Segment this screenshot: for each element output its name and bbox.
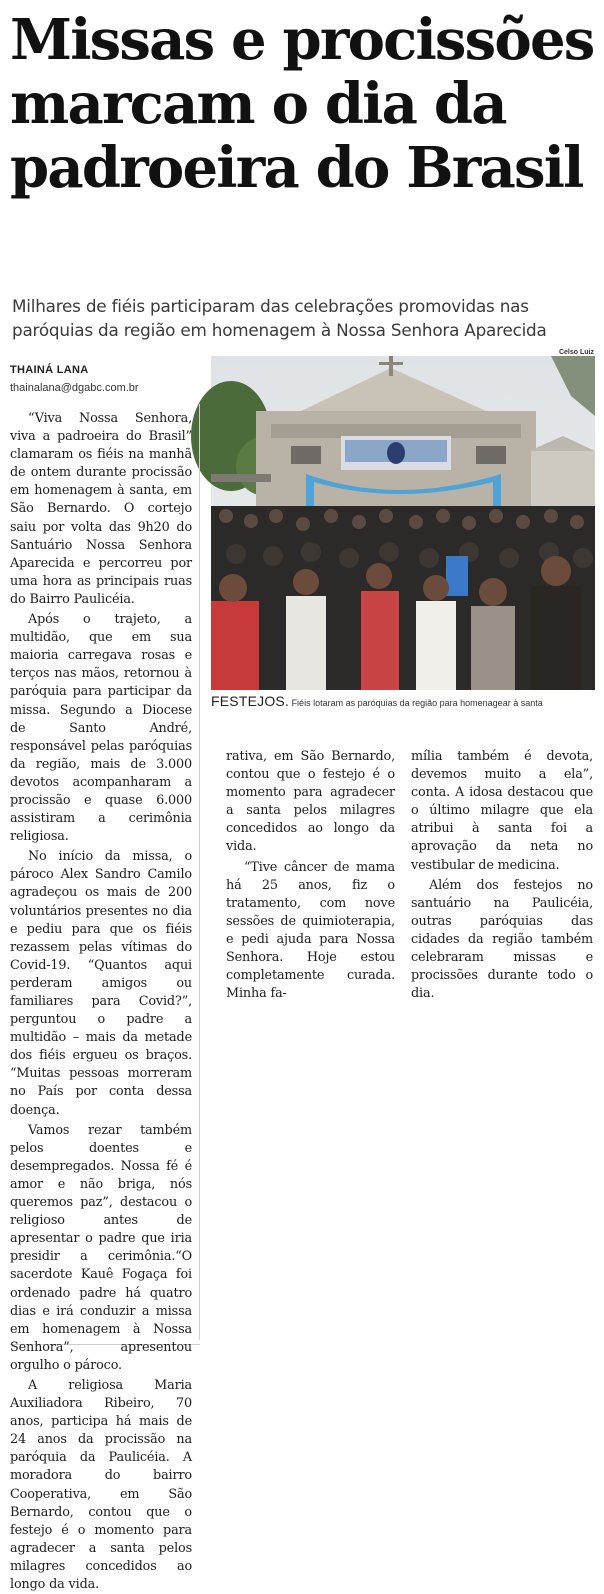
- article-column-3: [411, 748, 593, 1003]
- column-divider: [199, 404, 200, 1340]
- subheadline: Milhares de fiéis participaram das celebrações promovidas nas paróquias da região em homenagem à Nossa Senhora Aparecida: [12, 296, 547, 340]
- caption-text: Fiéis lotaram as paróquias da região para homenagear à santa: [291, 698, 543, 708]
- church-crowd-photo: [211, 356, 595, 690]
- article-paragraph: No início da missa, o pároco Alex Sandro Camilo agradeçou os mais de 200 voluntários presentes no dia e pediu para que os fiéis rezassem pelas vítimas do Covid-19. “Quantos aqui perderam amigos ou familiares para Covid?”, perguntou o padre a multidão – mais da metade dos fiéis ergueu os braços. “Muitas pessoas morreram no País por conta dessa doença.: [10, 849, 192, 1118]
- photo-caption: [211, 693, 603, 709]
- article-photo: [211, 356, 595, 690]
- article-paragraph: “Viva Nossa Senhora, viva a padroeira do Brasil” clamaram os fiéis na manhã de ontem durante procissão em homenagem à santa, em São Bernardo. O cortejo saiu por volta das 9h20 do Santuário Nossa Senhora Aparecida e percorreu por uma hora as principais ruas do Bairro Paulicéia.: [10, 411, 192, 607]
- article-paragraph: “Tive câncer de mama há 25 anos, fiz o tratamento, com nove sessões de quimioterapia, e pedi ajuda para Nossa Senhora. Hoje estou completamente curada. Minha fa-: [226, 859, 395, 1002]
- article-paragraph: Após o trajeto, a multidão, que em sua maioria carregava rosas e terços nas mãos, retornou à paróquia para participar da missa. Segundo a Diocese de Santo André, responsável pelas paróquias da região, mais de 3.000 devotos acompanharam a procissão e quase 6.000 assistiram a cerimônia religiosa.: [10, 612, 192, 845]
- article-paragraph: A religiosa Maria Auxiliadora Ribeiro, 70 anos, participa há mais de 24 anos da procissão na paróquia da Paulicéia. A moradora do bairro Cooperativa, em São Bernardo, contou que o festejo é o momento para agradecer a santa pelos milagres concedidos ao longo da vida.: [10, 1377, 192, 1592]
- article-paragraph-continued: mília também é devota, devemos muito a ela”, conta. A idosa destacou que o último milagre que ela atribui à santa foi a aprovação da neta no vestibular de medicina.: [411, 749, 593, 873]
- headline: Missas e procissões marcam o dia da padroeira do Brasil: [10, 7, 594, 201]
- article-paragraph: Vamos rezar também pelos doentes e desempregados. Nossa fé é amor e não briga, nós queremos paz”, destacou o religioso antes de apresentar o padre que iria presidir a cerimônia.“O sacerdote Kauê Fogaça foi ordenado padre há quatro dias e irá conduzir a missa em homenagem à Nossa Senhora”, apresentou orgulho o pároco.: [10, 1122, 192, 1373]
- author-email[interactable]: thainalana@dgabc.com.br: [10, 382, 139, 394]
- article-column-1: [10, 410, 192, 1592]
- author-byline: THAINÁ LANA: [10, 364, 89, 376]
- article-paragraph-continued: rativa, em São Bernardo, contou que o festejo é o momento para agradecer a santa pelos milagres concedidos ao longo da vida.: [226, 749, 395, 855]
- article-column-2: [226, 748, 395, 1003]
- caption-label: FESTEJOS.: [211, 693, 290, 709]
- photo-credit: Celso Luiz: [558, 349, 594, 356]
- article-paragraph: Além dos festejos no santuário na Paulicéia, outras paróquias das cidades da região também celebraram missas e procissões durante todo o dia.: [411, 877, 593, 1002]
